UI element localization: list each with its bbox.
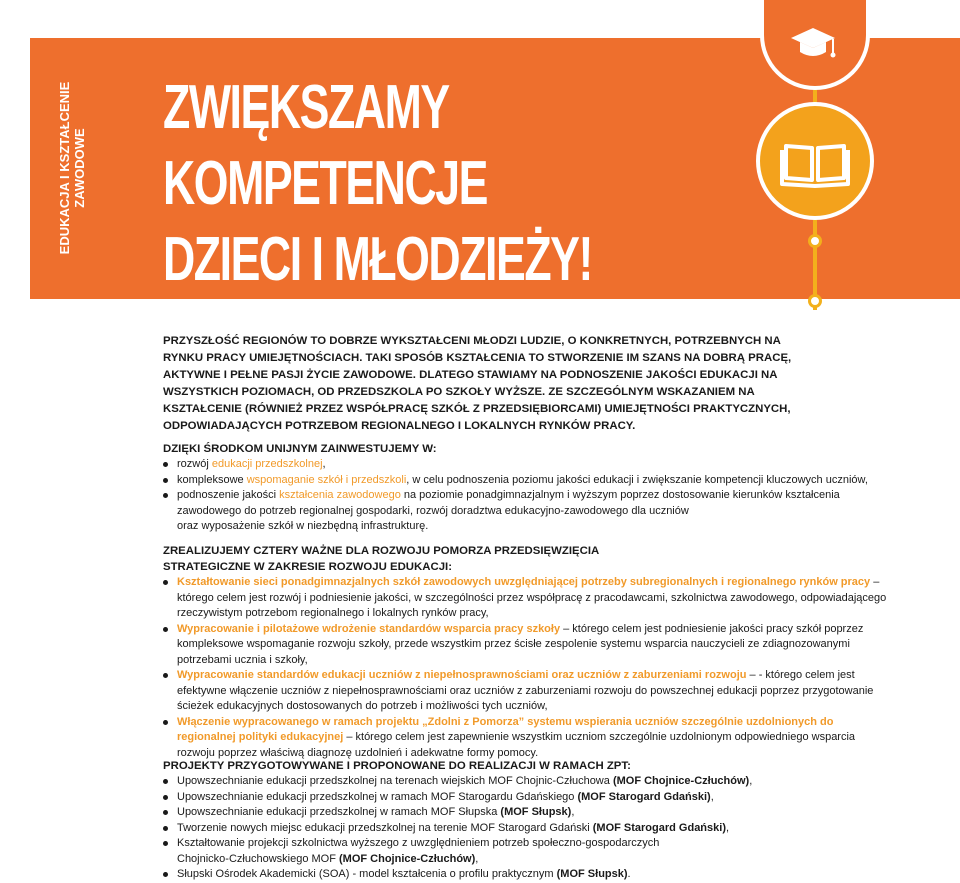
- list-item: Tworzenie nowych miejsc edukacji przedszkolnej na terenie MOF Starogard Gdański (MOF Starogard Gdański),: [163, 821, 893, 837]
- side-label-line-2: ZAWODOWE: [71, 128, 87, 208]
- title-line-2: KOMPETENCJE: [163, 149, 487, 218]
- book-icon: [760, 106, 870, 216]
- list-item: rozwój edukacji przedszkolnej,: [163, 457, 893, 473]
- list-item: Wypracowanie i pilotażowe wdrożenie standardów wsparcia pracy szkoły – którego celem jest podniesienie jakości pracy szkół poprzez kompleksowe wspomaganie rozwoju szkoły, przede wszystkim przez ścisłe zespolenie systemu wsparcia nauczycieli ze zdiagnozowanymi potrzebami ucznia i szkoły,: [163, 622, 893, 669]
- timeline-dot: [808, 294, 822, 308]
- side-label-line-1: EDUKACJA I KSZTAŁCENIE: [56, 81, 72, 255]
- section-heading: DZIĘKI ŚRODKOM UNIJNYM ZAINWESTUJEMY W:: [163, 443, 437, 455]
- list-item: Upowszechnianie edukacji przedszkolnej na terenach wiejskich MOF Chojnic-Człuchowa (MOF Chojnice-Człuchów),: [163, 774, 893, 790]
- list-item: Kształtowanie projekcji szkolnictwa wyższego z uwzględnieniem potrzeb społeczno-gospodarczych Chojnicko-Człuchowskiego MOF (MOF Chojnice-Człuchów),: [163, 836, 687, 867]
- list-item: Włączenie wypracowanego w ramach projektu „Zdolni z Pomorza” systemu wspierania uczniów szczególnie uzdolnionych do regionalnej polityki edukacyjnej – którego celem jest zapewnienie wszystkim uczniom szczególnie uzdolnionym odpowiedniego wsparcia rozwoju poprzez właściwą diagnozę uzdolnień i adekwatne formy pomocy.: [163, 715, 893, 762]
- side-label: [49, 63, 94, 273]
- title-line-1: ZWIĘKSZAMY: [163, 73, 449, 142]
- list-item: kompleksowe wspomaganie szkół i przedszkoli, w celu podnoszenia poziomu jakości edukacji i zwiększanie kompetencji kluczowych uczniów,: [163, 473, 893, 489]
- book-badge: [756, 102, 874, 220]
- list-item: Wypracowanie standardów edukacji uczniów z niepełnosprawnościami oraz uczniów z zaburzeniami rozwoju – - którego celem jest efektywne włączenie uczniów z niepełnosprawnościami oraz uczniów z zaburzeniami rozwoju do powszechnej edukacji poprzez przygotowanie ścieżek edukacyjnych dostosowanych do potrzeb i możliwości tych uczniów,: [163, 668, 893, 715]
- section-heading: PROJEKTY PRZYGOTOWYWANE I PROPONOWANE DO REALIZACJI W RAMACH ZPT:: [163, 760, 631, 772]
- section-strategic: [163, 543, 893, 761]
- page-title: [163, 70, 763, 298]
- section-projects: [163, 758, 893, 883]
- list-item: Upowszechnianie edukacji przedszkolnej w ramach MOF Słupska (MOF Słupsk),: [163, 805, 893, 821]
- section-investments: [163, 441, 893, 535]
- timeline-dot: [808, 234, 822, 248]
- list-item: Słupski Ośrodek Akademicki (SOA) - model kształcenia o profilu praktycznym (MOF Słupsk).: [163, 867, 893, 883]
- list-item: oraz wyposażenie szkół w niezbędną infrastrukturę.: [177, 520, 429, 532]
- list-item: Upowszechnianie edukacji przedszkolnej w ramach MOF Starogardu Gdańskiego (MOF Starogard Gdański),: [163, 790, 893, 806]
- intro-paragraph: PRZYSZŁOŚĆ REGIONÓW TO DOBRZE WYKSZTAŁCENI MŁODZI LUDZIE, O KONKRETNYCH, POTRZEBNYCH NA RYNKU PRACY UMIEJĘTNOŚCIACH. TAKI SPOSÓB KSZTAŁCENIA TO STWORZENIE IM SZANS NA DOBRĄ PRACĘ, AKTYWNE I PEŁNE PASJI ŻYCIE ZAWODOWE. DLATEGO STAWIAMY NA PODNOSZENIE JAKOŚCI EDUKACJI NA WSZYSTKICH POZIOMACH, OD PRZEDSZKOLA PO SZKOŁY WYŻSZE. ZE SZCZEGÓLNYM WSKAZANIEM NA KSZTAŁCENIE (RÓWNIEŻ PRZEZ WSPÓŁPRACĘ SZKÓŁ Z PRZEDSIĘBIORCAMI) UMIEJĘTNOŚCI PRAKTYCZNYCH, ODPOWIADAJĄCYCH POTRZEBOM REGIONALNEGO I LOKALNYCH RYNKÓW PRACY.: [163, 335, 792, 432]
- list-item: Kształtowanie sieci ponadgimnazjalnych szkół zawodowych uwzględniającej potrzeby subregionalnych i regionalnego rynków pracy – którego celem jest rozwój i podniesienie jakości, w szczególności przez współpracę z pracodawcami, szkolnictwa zawodowego, odpowiadającego rzeczywistym potrzebom regionalnego i lokalnych rynków pracy,: [163, 575, 893, 622]
- list-item: podnoszenie jakości kształcenia zawodowego na poziomie ponadgimnazjalnym i wyższym poprzez dostosowanie kierunków kształcenia zawodowego do potrzeb regionalnej gospodarki, rozwój doradztwa edukacyjno-zawodowego dla uczniów: [163, 488, 867, 519]
- graduation-cap-badge: [760, 0, 870, 90]
- graduation-cap-icon: [760, 0, 870, 86]
- section-heading: ZREALIZUJEMY CZTERY WAŻNE DLA ROZWOJU POMORZA PRZEDSIĘWZIĘCIA STRATEGICZNE W ZAKRESIE ROZWOJU EDUKACJI:: [163, 545, 599, 573]
- title-line-3: DZIECI I MŁODZIEŻY!: [163, 225, 592, 294]
